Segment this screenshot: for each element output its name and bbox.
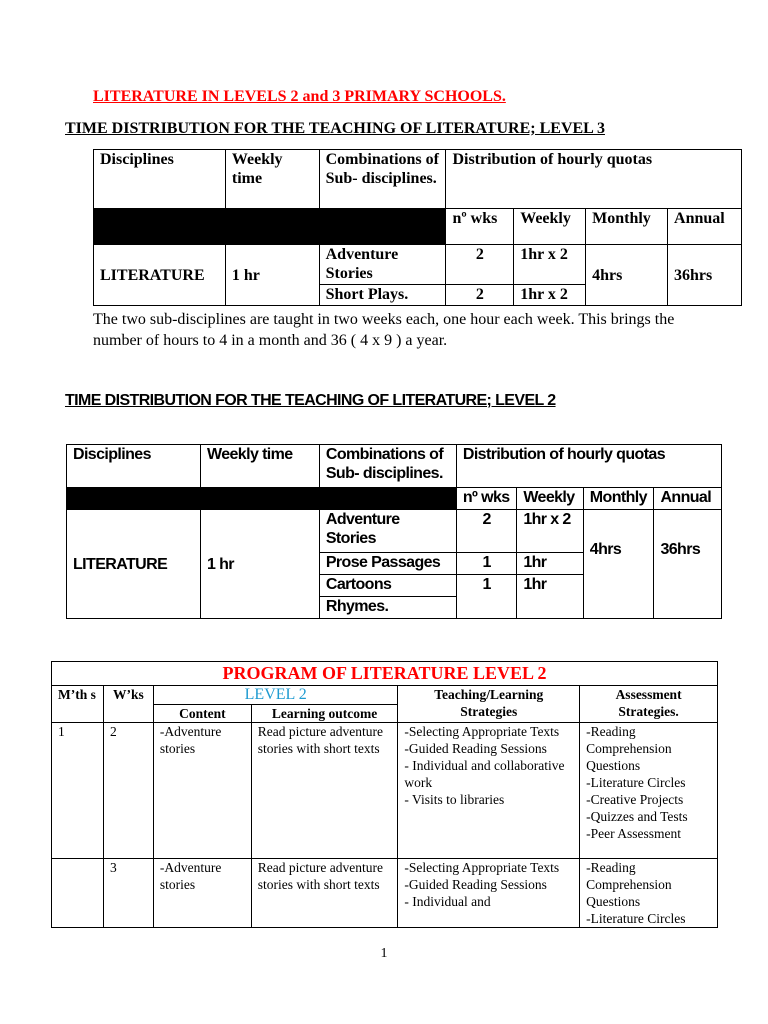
l3-black-cell [319,209,446,245]
assessment-item: -Quizzes and Tests [586,809,688,824]
assessment-item: -Peer Assessment [586,826,682,841]
l3-header-disciplines: Disciplines [94,150,226,209]
l3-header-combinations: Combinations of Sub- disciplines. [319,150,446,209]
l3-header-annual: Annual [668,209,742,245]
program-header-months: M’th s [52,686,104,723]
l2-header-disciplines: Disciplines [67,445,201,488]
program-month [52,859,104,928]
l3-black-cell [94,209,226,245]
l3-black-cell [225,209,319,245]
program-content: -Adventure stories [153,723,251,859]
l2-header-monthly: Monthly [583,488,654,510]
l3-discipline: LITERATURE [94,245,226,306]
l3-sub: Adventure Stories [319,245,446,285]
program-outcome: Read picture adventure stories with short texts [251,859,398,928]
l2-wks: 1 [456,552,516,574]
strategy-item: -Selecting Appropriate Texts [404,724,560,739]
l2-monthly: 4hrs [583,510,654,619]
l2-sub: Adventure Stories [319,510,456,552]
l2-weekly: 1hr [517,574,583,618]
level2-table [66,444,722,619]
program-assessment [580,859,718,928]
level-label-text: LEVEL 2 [244,686,307,703]
program-level-label [153,686,398,705]
l2-wks: 2 [456,510,516,552]
l3-annual: 36hrs [668,245,742,306]
l2-sub: Prose Passages [319,552,456,574]
assessment-item: -Reading Comprehension Questions [586,860,672,909]
l3-header-nwks: nº wks [446,209,514,245]
l3-weekly: 1hr x 2 [514,285,586,306]
strategy-item: -Guided Reading Sessions [404,877,547,892]
program-title-text: PROGRAM OF LITERATURE LEVEL 2 [222,663,547,683]
program-outcome: Read picture adventure stories with short texts [251,723,398,859]
program-strategies [398,723,580,859]
program-week: 2 [103,723,153,859]
assessment-item: -Reading Comprehension Questions [586,724,672,773]
l2-black-cell [319,488,456,510]
l2-header-annual: Annual [654,488,722,510]
assessment-item: -Creative Projects [586,792,684,807]
l2-header-nwks: nº wks [456,488,516,510]
strategy-item: - Individual and collaborative work [404,758,565,790]
l3-weekly: 1hr x 2 [514,245,586,285]
strategy-item: -Guided Reading Sessions [404,741,547,756]
l2-sub: Cartoons [319,574,456,596]
program-assessment [580,723,718,859]
l2-black-cell [67,488,201,510]
level3-note: The two sub-disciplines are taught in two weeks each, one hour each week. This brings the number of hours to 4 in a month and 36 ( 4 x 9 ) a year. [93,311,675,349]
program-strategies [398,859,580,928]
program-week: 3 [103,859,153,928]
strategy-item: - Visits to libraries [404,792,505,807]
l2-black-cell [200,488,319,510]
l3-wks: 2 [446,245,514,285]
l2-time: 1 hr [200,510,319,619]
page-number: 1 [380,946,388,961]
program-table [51,661,718,928]
level3-table [93,149,742,306]
assessment-item: -Literature Circles [586,775,686,790]
program-header-strategies: Teaching/Learning Strategies [398,686,580,723]
l2-annual: 36hrs [654,510,722,619]
program-header-content: Content [153,705,251,723]
l3-header-weekly-time: Weekly time [225,150,319,209]
program-month: 1 [52,723,104,859]
l2-header-weekly-time: Weekly time [200,445,319,488]
l2-header-distribution: Distribution of hourly quotas [456,445,721,488]
l2-weekly: 1hr [517,552,583,574]
l3-header-monthly: Monthly [586,209,668,245]
strategy-item: -Selecting Appropriate Texts [404,860,560,875]
l2-header-combinations: Combinations of Sub- disciplines. [319,445,456,488]
l2-discipline: LITERATURE [67,510,201,619]
program-header-outcome: Learning outcome [251,705,398,723]
l3-wks: 2 [446,285,514,306]
l3-sub: Short Plays. [319,285,446,306]
level2-heading: TIME DISTRIBUTION FOR THE TEACHING OF LITERATURE; LEVEL 2 [65,392,556,409]
l3-monthly: 4hrs [586,245,668,306]
strategy-item: - Individual and [404,894,491,909]
l2-weekly: 1hr x 2 [517,510,583,552]
level3-heading: TIME DISTRIBUTION FOR THE TEACHING OF LITERATURE; LEVEL 3 [65,120,605,137]
l3-header-distribution: Distribution of hourly quotas [446,150,742,209]
l3-header-weekly: Weekly [514,209,586,245]
l2-wks: 1 [456,574,516,618]
program-title [52,662,718,686]
document-title: LITERATURE IN LEVELS 2 and 3 PRIMARY SCHOOLS. [93,88,506,105]
l2-sub: Rhymes. [319,596,456,618]
l3-time: 1 hr [225,245,319,306]
assessment-item: -Literature Circles [586,911,686,926]
program-header-weeks: W’ks [103,686,153,723]
program-content: -Adventure stories [153,859,251,928]
program-header-assessment: Assessment Strategies. [580,686,718,723]
l2-header-weekly: Weekly [517,488,583,510]
